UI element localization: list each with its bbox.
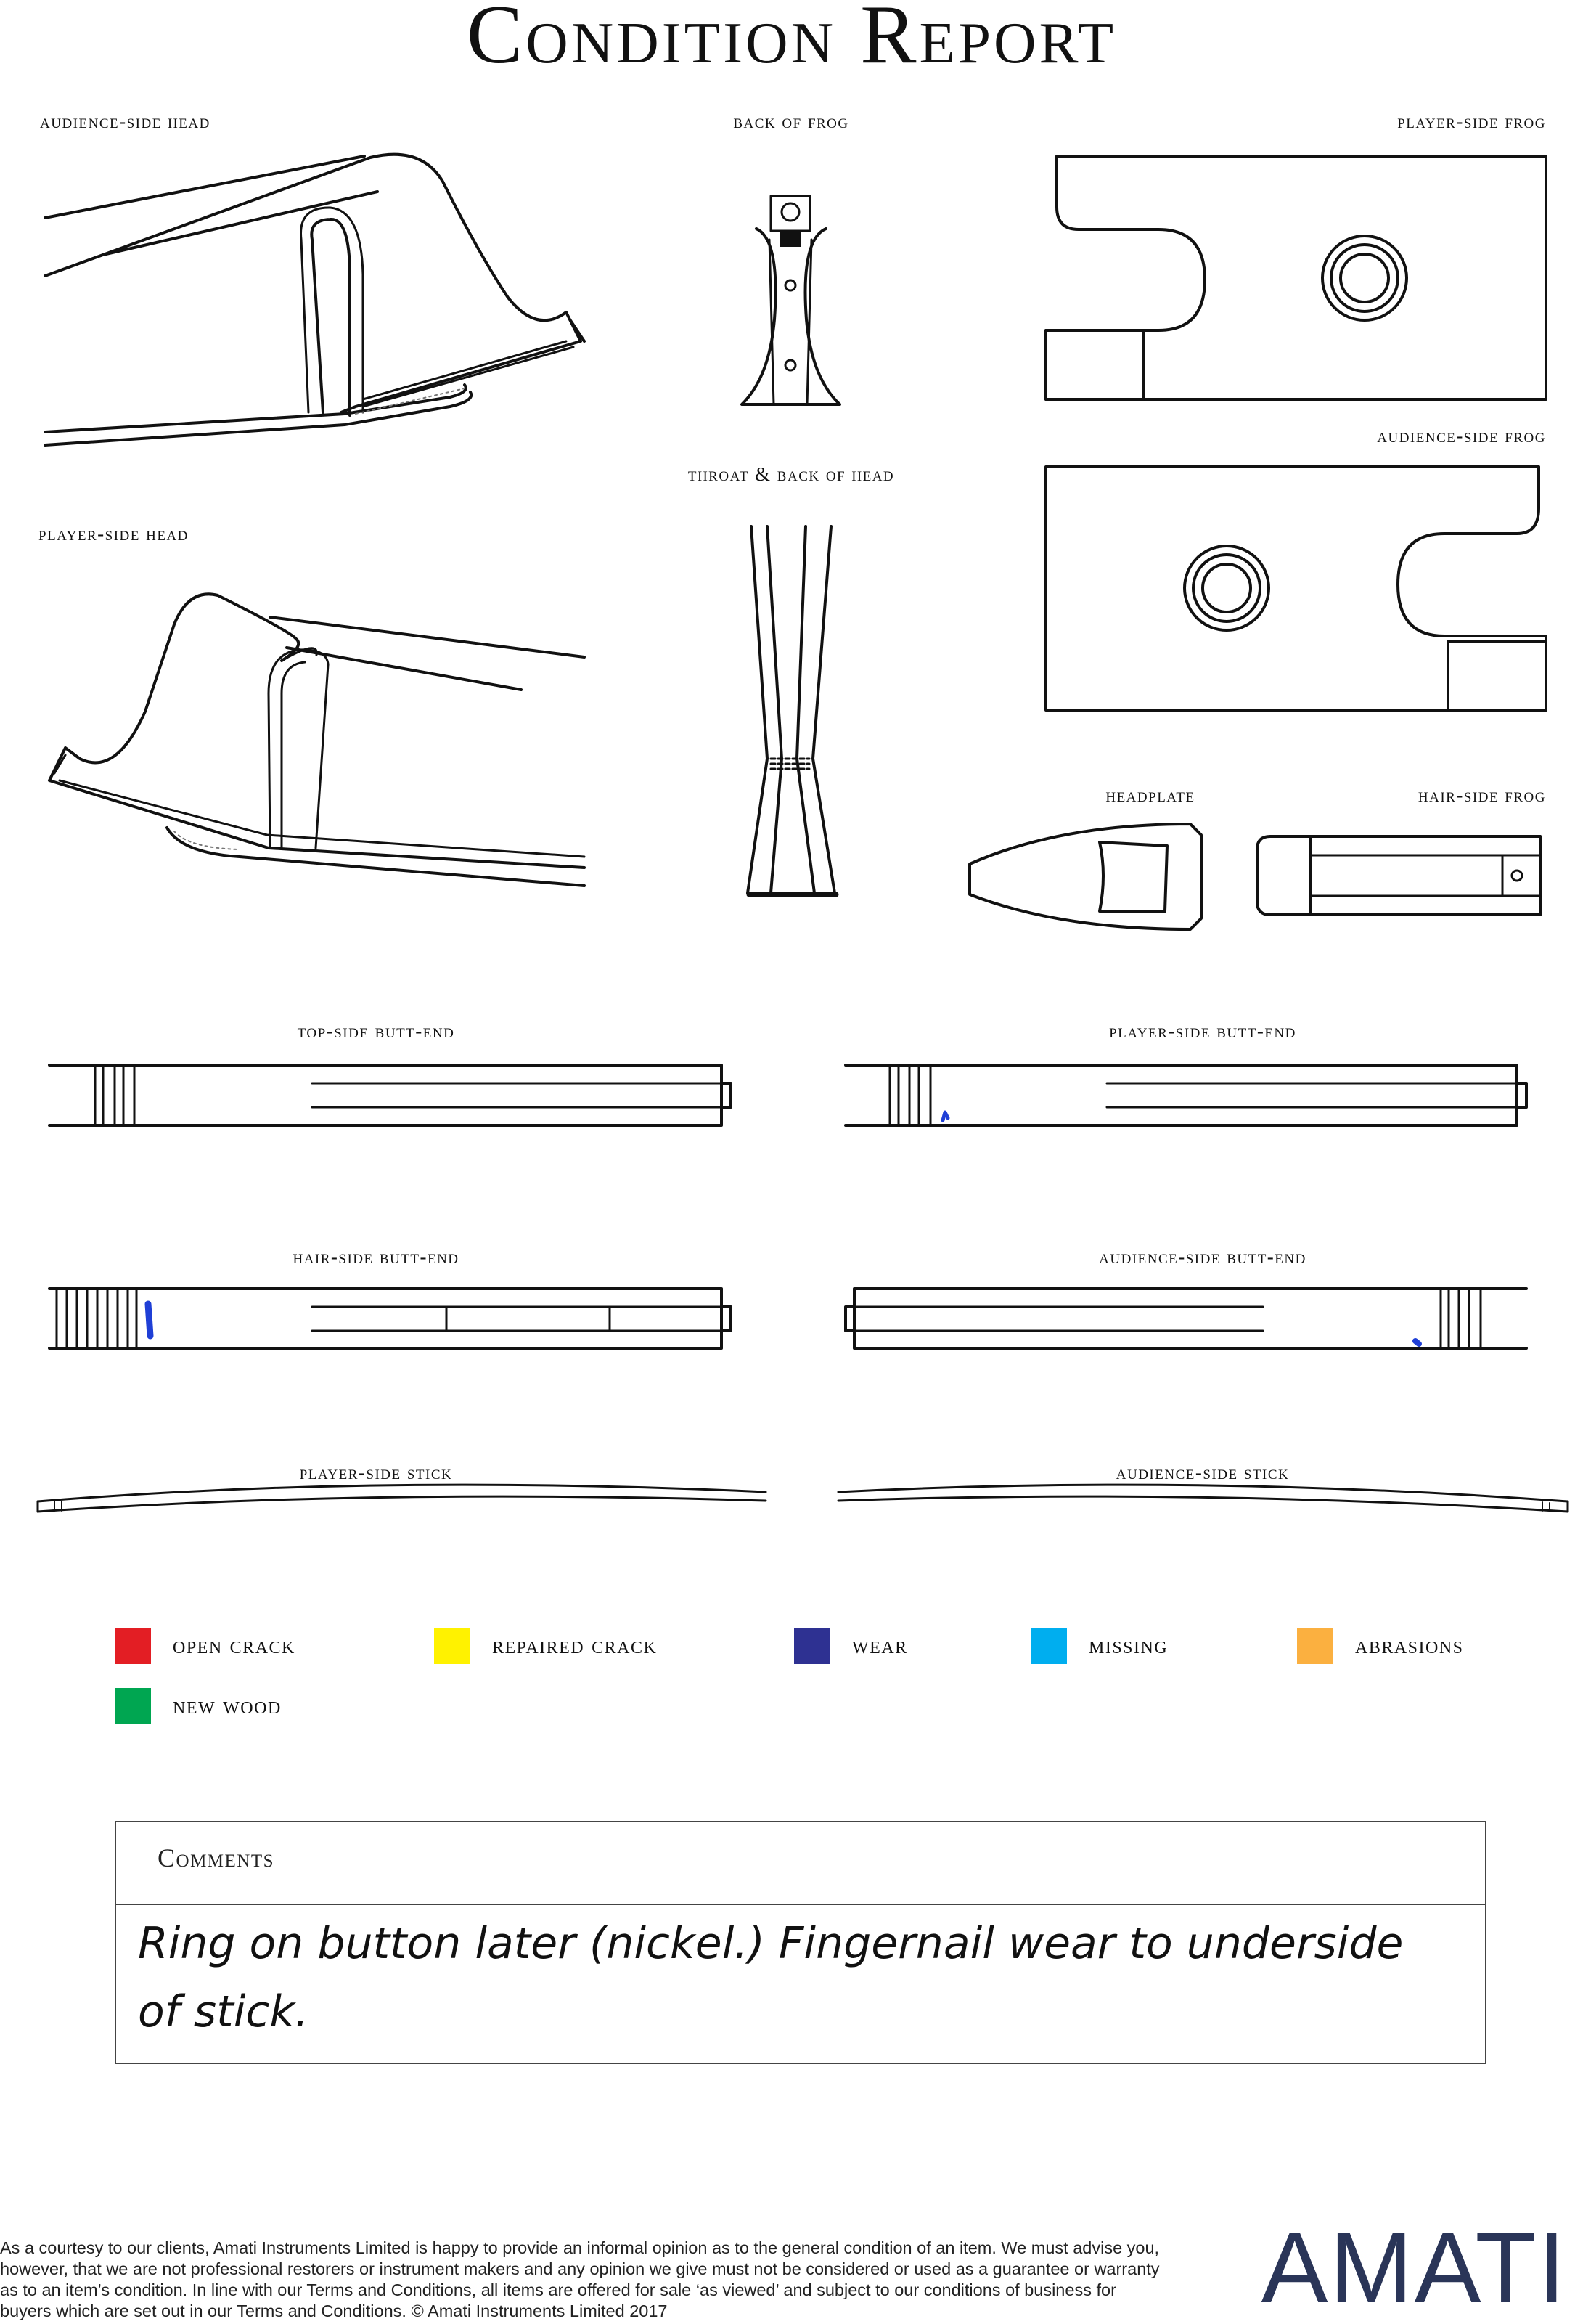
label-player-side-stick: player-side stick [299, 1461, 453, 1483]
label-player-side-butt-end: player-side butt-end [1109, 1020, 1296, 1042]
legend-label: abrasions [1355, 1632, 1464, 1659]
hair-side-frog-drawing [1257, 836, 1540, 915]
comments-header [116, 1822, 1485, 1905]
legend-swatch [794, 1628, 830, 1664]
amati-logo: AMATI [1261, 2212, 1567, 2324]
player-side-stick-drawing [38, 1485, 766, 1512]
legend-label: wear [852, 1632, 908, 1659]
label-audience-side-butt-end: audience-side butt-end [1099, 1246, 1306, 1268]
audience-side-head-drawing [45, 155, 584, 445]
player-side-frog-drawing [1046, 156, 1546, 399]
legend-swatch [115, 1688, 151, 1724]
comments-handwritten-text: Ring on button later (nickel.) Fingernail wear to underside of stick. [138, 1918, 1404, 2037]
label-hair-side-frog: hair-side frog [1418, 784, 1546, 806]
top-side-butt-end-drawing [49, 1065, 731, 1125]
legend-wear [794, 1628, 908, 1664]
comments-title: Comments [158, 1843, 275, 1872]
legend-open-crack [115, 1628, 295, 1664]
audience-side-frog-drawing [1046, 467, 1546, 710]
legend-label: new wood [173, 1692, 282, 1719]
label-top-side-butt-end: top-side butt-end [297, 1020, 455, 1042]
legend-swatch [1297, 1628, 1333, 1664]
label-audience-side-frog: audience-side frog [1377, 425, 1546, 447]
label-player-side-frog: player-side frog [1397, 110, 1546, 132]
legend-swatch [434, 1628, 470, 1664]
legend-swatch [115, 1628, 151, 1664]
legend-missing [1031, 1628, 1168, 1664]
headplate-drawing [970, 824, 1201, 929]
legend-label: open crack [173, 1632, 295, 1659]
legend-label: repaired crack [492, 1632, 658, 1659]
player-side-butt-end-drawing [846, 1065, 1526, 1125]
player-side-head-drawing [49, 594, 584, 886]
legend-swatch [1031, 1628, 1067, 1664]
legend-label: missing [1089, 1632, 1169, 1659]
legend-new-wood [115, 1688, 282, 1724]
label-audience-side-head: audience-side head [40, 110, 210, 132]
audience-side-stick-drawing [838, 1485, 1568, 1512]
legend-repaired-crack [434, 1628, 657, 1664]
label-headplate: headplate [1105, 784, 1195, 806]
hair-side-butt-end-drawing [49, 1289, 731, 1348]
comments-box [115, 1821, 1486, 2064]
label-back-of-frog: back of frog [733, 110, 849, 132]
legend-abrasions [1297, 1628, 1464, 1664]
back-of-frog-drawing [742, 196, 840, 404]
throat-back-of-head-drawing [748, 526, 836, 894]
label-player-side-head: player-side head [38, 523, 189, 545]
disclaimer-text: As a courtesy to our clients, Amati Instruments Limited is happy to provide an informal opinion as to the general condition of an item. We must advise you, however, that we are not professional restorers or instrument makers and any opinion we give must not be considered or used as a guarantee or warranty as to an item’s condition. In line with our Terms and Conditions, all items are offered for sale ‘as viewed’ and subject to our conditions of business for buyers which are set out in our Terms and Conditions. © Amati Instruments Limited 2017 [0, 2238, 1160, 2320]
label-throat-back-of-head: throat & back of head [687, 463, 895, 485]
label-hair-side-butt-end: hair-side butt-end [293, 1246, 459, 1268]
audience-side-butt-end-drawing [846, 1289, 1526, 1348]
label-audience-side-stick: audience-side stick [1116, 1461, 1290, 1483]
page-title: Condition Report [466, 0, 1117, 81]
